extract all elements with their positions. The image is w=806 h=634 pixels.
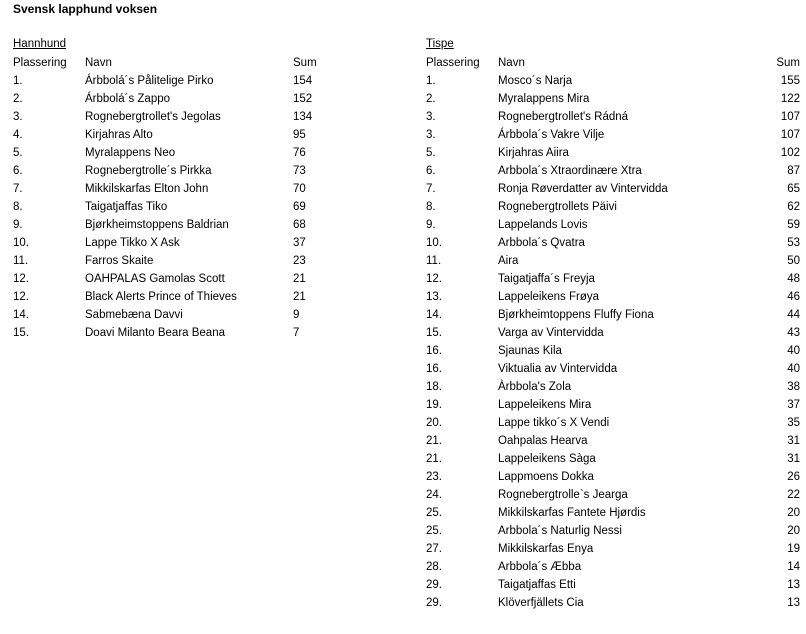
dog-name-cell: Aira [498, 255, 519, 267]
dog-name-cell: Bjørkheimtoppens Fluffy Fiona [498, 309, 654, 321]
placement-cell: 24. [426, 489, 442, 501]
sum-cell: 76 [293, 147, 306, 159]
result-row [426, 180, 800, 198]
placement-cell: 6. [426, 165, 436, 177]
sum-cell: 40 [787, 363, 800, 375]
result-row [426, 450, 800, 468]
dog-name-cell: Sabmebæna Davvi [85, 309, 183, 321]
sum-cell: 73 [293, 165, 306, 177]
female-results-list [426, 72, 800, 612]
placement-cell: 7. [426, 183, 436, 195]
result-row [426, 432, 800, 450]
result-row [13, 108, 333, 126]
placement-cell: 29. [426, 597, 442, 609]
dog-name-cell: Arbbola´s Æbba [498, 561, 582, 573]
dog-name-cell: Doavi Milanto Beara Beana [85, 327, 225, 339]
placement-cell: 16. [426, 363, 442, 375]
sum-cell: 22 [787, 489, 800, 501]
sum-cell: 152 [293, 93, 313, 105]
result-row [13, 144, 333, 162]
placement-cell: 10. [13, 237, 29, 249]
sum-cell: 31 [787, 453, 800, 465]
dog-name-cell: Taigatjaffa´s Freyja [498, 273, 595, 285]
placement-cell: 14. [13, 309, 29, 321]
result-row [426, 270, 800, 288]
dog-name-cell: Arbbola´s Naturlig Nessi [498, 525, 622, 537]
result-row [13, 216, 333, 234]
dog-name-cell: Rognebergtrolle`s Jearga [498, 489, 628, 501]
result-row [426, 324, 800, 342]
dog-name-cell: Sjaunas Kila [498, 345, 562, 357]
result-row [426, 396, 800, 414]
placement-cell: 2. [13, 93, 23, 105]
sum-cell: 87 [787, 165, 800, 177]
dog-name-cell: Mikkilskarfas Elton John [85, 183, 209, 195]
sum-cell: 68 [293, 219, 306, 231]
sum-cell: 26 [787, 471, 800, 483]
placement-cell: 10. [426, 237, 442, 249]
male-results-list [13, 72, 333, 342]
sum-cell: 50 [787, 255, 800, 267]
male-section-heading: Hannhund [13, 38, 67, 50]
dog-name-cell: Árbbolá´s Zappo [85, 93, 171, 105]
dog-name-cell: Árbbola´s Vakre Vilje [498, 129, 605, 141]
dog-name-cell: Myralappens Neo [85, 147, 176, 159]
sum-cell: 40 [787, 345, 800, 357]
dog-name-cell: Lappeleikens Frøya [498, 291, 599, 303]
dog-name-cell: Arbbola´s Qvatra [498, 237, 585, 249]
placement-cell: 1. [426, 75, 436, 87]
result-row [13, 126, 333, 144]
placement-cell: 3. [426, 111, 436, 123]
placement-cell: 15. [13, 327, 29, 339]
dog-name-cell: Àrbbola's Zola [498, 381, 572, 393]
sum-cell: 23 [293, 255, 306, 267]
result-row [426, 558, 800, 576]
dog-name-cell: Arbbola´s Xtraordinære Xtra [498, 165, 642, 177]
placement-cell: 11. [426, 255, 442, 267]
placement-cell: 3. [426, 129, 436, 141]
sum-cell: 107 [780, 129, 800, 141]
sum-cell: 37 [293, 237, 306, 249]
female-column-headers [426, 54, 800, 72]
placement-cell: 16. [426, 345, 442, 357]
dog-name-cell: Rognebergtrolle´s Pirkka [85, 165, 212, 177]
placement-cell: 29. [426, 579, 442, 591]
page-title: Svensk lapphund voksen [13, 2, 158, 16]
result-row [13, 198, 333, 216]
dog-name-cell: Rognebergtrollets Päivi [498, 201, 617, 213]
result-row [426, 234, 800, 252]
result-row [426, 144, 800, 162]
dog-name-cell: Lappeleikens Mira [498, 399, 592, 411]
sum-cell: 13 [787, 579, 800, 591]
sum-cell: 44 [787, 309, 800, 321]
dog-name-cell: Árbbolá´s Pålitelige Pirko [85, 75, 214, 87]
dog-name-cell: Black Alerts Prince of Thieves [85, 291, 237, 303]
male-results-section [13, 37, 333, 342]
column-header-sum: Sum [776, 57, 800, 69]
sum-cell: 7 [293, 327, 300, 339]
result-row [426, 306, 800, 324]
result-row [426, 198, 800, 216]
placement-cell: 23. [426, 471, 442, 483]
dog-name-cell: Lappmoens Dokka [498, 471, 594, 483]
result-row [426, 252, 800, 270]
result-row [426, 126, 800, 144]
placement-cell: 5. [426, 147, 436, 159]
sum-cell: 102 [780, 147, 800, 159]
dog-name-cell: Kirjahras Aiira [498, 147, 569, 159]
placement-cell: 25. [426, 525, 442, 537]
placement-cell: 15. [426, 327, 442, 339]
placement-cell: 12. [13, 273, 29, 285]
result-row [13, 288, 333, 306]
result-row [13, 90, 333, 108]
sum-cell: 21 [293, 273, 306, 285]
placement-cell: 20. [426, 417, 442, 429]
result-row [13, 270, 333, 288]
placement-cell: 28. [426, 561, 442, 573]
result-row [426, 90, 800, 108]
dog-name-cell: Oahpalas Hearva [498, 435, 588, 447]
result-row [426, 576, 800, 594]
dog-name-cell: Taigatjaffas Tiko [85, 201, 168, 213]
sum-cell: 62 [787, 201, 800, 213]
dog-name-cell: OAHPALAS Gamolas Scott [85, 273, 225, 285]
sum-cell: 13 [787, 597, 800, 609]
dog-name-cell: Bjørkheimstoppens Baldrian [85, 219, 229, 231]
placement-cell: 12. [426, 273, 442, 285]
result-row [426, 360, 800, 378]
result-row [426, 288, 800, 306]
placement-cell: 3. [13, 111, 23, 123]
placement-cell: 6. [13, 165, 23, 177]
placement-cell: 27. [426, 543, 442, 555]
sum-cell: 134 [293, 111, 313, 123]
sum-cell: 122 [780, 93, 800, 105]
sum-cell: 9 [293, 309, 300, 321]
sum-cell: 20 [787, 525, 800, 537]
placement-cell: 7. [13, 183, 23, 195]
result-row [13, 324, 333, 342]
sum-cell: 70 [293, 183, 306, 195]
female-results-section [426, 37, 800, 612]
sum-cell: 35 [787, 417, 800, 429]
sum-cell: 20 [787, 507, 800, 519]
result-row [426, 414, 800, 432]
sum-cell: 31 [787, 435, 800, 447]
dog-name-cell: Klöverfjällets Cia [498, 597, 584, 609]
result-row [426, 72, 800, 90]
sum-cell: 46 [787, 291, 800, 303]
placement-cell: 8. [426, 201, 436, 213]
placement-cell: 13. [426, 291, 442, 303]
sum-cell: 38 [787, 381, 800, 393]
sum-cell: 65 [787, 183, 800, 195]
placement-cell: 2. [426, 93, 436, 105]
result-row [426, 540, 800, 558]
placement-cell: 14. [426, 309, 442, 321]
dog-name-cell: Kirjahras Alto [85, 129, 153, 141]
result-row [426, 468, 800, 486]
column-header-name: Navn [85, 57, 112, 69]
dog-name-cell: Varga av Vintervidda [498, 327, 604, 339]
placement-cell: 18. [426, 381, 442, 393]
dog-name-cell: Mikkilskarfas Fantete Hjørdis [498, 507, 646, 519]
result-row [426, 342, 800, 360]
result-row [426, 594, 800, 612]
sum-cell: 95 [293, 129, 306, 141]
placement-cell: 21. [426, 453, 442, 465]
column-header-place: Plassering [13, 57, 67, 69]
result-row [13, 252, 333, 270]
placement-cell: 9. [426, 219, 436, 231]
sum-cell: 53 [787, 237, 800, 249]
placement-cell: 25. [426, 507, 442, 519]
sum-cell: 43 [787, 327, 800, 339]
dog-name-cell: Farros Skaite [85, 255, 154, 267]
sum-cell: 37 [787, 399, 800, 411]
placement-cell: 21. [426, 435, 442, 447]
sum-cell: 155 [780, 75, 800, 87]
result-row [13, 180, 333, 198]
result-row [426, 378, 800, 396]
dog-name-cell: Mosco´s Narja [498, 75, 573, 87]
result-row [426, 486, 800, 504]
dog-name-cell: Lappe tikko´s X Vendi [498, 417, 610, 429]
dog-name-cell: Rognebergtrollet's Jegolas [85, 111, 221, 123]
column-header-sum: Sum [293, 57, 317, 69]
sum-cell: 21 [293, 291, 306, 303]
result-row [13, 162, 333, 180]
dog-name-cell: Rognebergtrollet's Rádná [498, 111, 629, 123]
result-row [13, 72, 333, 90]
result-row [13, 234, 333, 252]
dog-name-cell: Mikkilskarfas Enya [498, 543, 594, 555]
result-row [426, 504, 800, 522]
dog-name-cell: Myralappens Mira [498, 93, 590, 105]
placement-cell: 9. [13, 219, 23, 231]
dog-name-cell: Lappe Tikko X Ask [85, 237, 180, 249]
placement-cell: 12. [13, 291, 29, 303]
column-header-name: Navn [498, 57, 525, 69]
dog-name-cell: Lappeleikens Sàga [498, 453, 596, 465]
sum-cell: 59 [787, 219, 800, 231]
dog-name-cell: Lappelands Lovis [498, 219, 588, 231]
sum-cell: 48 [787, 273, 800, 285]
column-header-place: Plassering [426, 57, 480, 69]
female-section-heading: Tispe [426, 38, 454, 50]
sum-cell: 19 [787, 543, 800, 555]
placement-cell: 4. [13, 129, 23, 141]
placement-cell: 1. [13, 75, 23, 87]
dog-name-cell: Taigatjaffas Etti [498, 579, 576, 591]
result-row [426, 162, 800, 180]
sum-cell: 154 [293, 75, 313, 87]
male-column-headers [13, 54, 333, 72]
result-row [13, 306, 333, 324]
placement-cell: 11. [13, 255, 29, 267]
result-row [426, 522, 800, 540]
placement-cell: 5. [13, 147, 23, 159]
sum-cell: 14 [787, 561, 800, 573]
result-row [426, 216, 800, 234]
dog-name-cell: Ronja Røverdatter av Vintervidda [498, 183, 668, 195]
sum-cell: 107 [780, 111, 800, 123]
result-row [426, 108, 800, 126]
placement-cell: 8. [13, 201, 23, 213]
sum-cell: 69 [293, 201, 306, 213]
dog-name-cell: Viktualia av Vintervidda [498, 363, 618, 375]
placement-cell: 19. [426, 399, 442, 411]
